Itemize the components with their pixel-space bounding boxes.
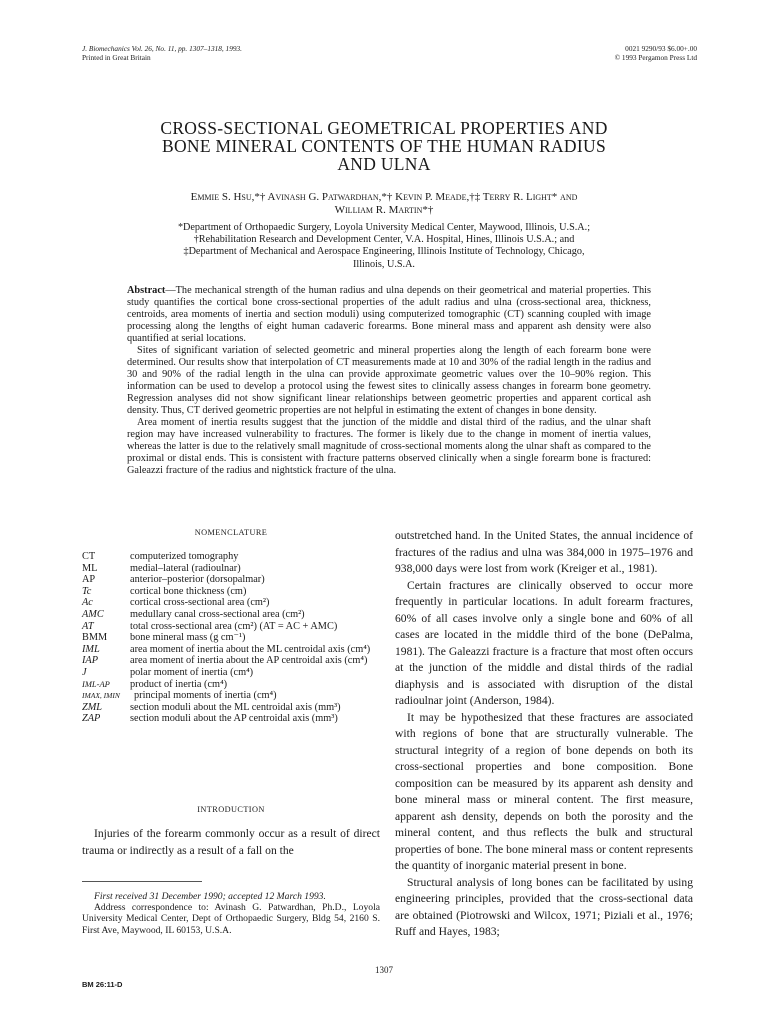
definition: area moment of inertia about the AP centroidal axis (cm⁴) (130, 655, 368, 667)
correspondence-address: Address correspondence to: Avinash G. Patwardhan, Ph.D., Loyola University Medical Center, Dept of Orthopaedic Surgery, Bldg 54, 2160 S. First Ave, Maywood, IL 60153, U.S.A. (82, 902, 380, 936)
definition: bone mineral mass (g cm⁻¹) (130, 632, 246, 644)
symbol: Ac (82, 597, 93, 609)
definition: polar moment of inertia (cm⁴) (130, 666, 254, 678)
nomenclature-row (82, 551, 380, 563)
copyright: © 1993 Pergamon Press Ltd (614, 53, 697, 62)
definition: section moduli about the AP centroidal axis (mm³) (130, 713, 338, 725)
nomenclature-row (82, 621, 380, 633)
received-dates: First received 31 December 1990; accepted 12 March 1993. (94, 891, 326, 902)
footnote-rule (82, 881, 202, 882)
definition: principal moments of inertia (cm⁴) (134, 690, 277, 702)
symbol: AT (82, 620, 94, 632)
issn-block (560, 44, 697, 62)
nomenclature-row (82, 597, 380, 609)
symbol: IMAX, IMIN (82, 691, 120, 701)
definition: anterior–posterior (dorsopalmar) (130, 574, 265, 586)
intro-right-p2: Certain fractures are clinically observed to occur more frequently in particular locations. In adult forearm fractures, 60% of all cases involve only a single bone and 60% of all cases are located in the middle third of the bone (DePalma, 1981). The Galeazzi fracture is a fracture that most often occurs at the junction of the middle and distal thirds of the radial diaphysis and is associated with disruption of the distal radioulnar joint (Anderson, 1984). (395, 578, 693, 707)
nomenclature-row (82, 713, 380, 725)
abstract-p3: Area moment of inertia results suggest that the junction of the middle and distal third of the radius, and the ulnar shaft region may have increased vulnerability to fractures. The former is likely due to the change in moment of inertia values, whereas the latter is due to the relatively small magnitude of cross-sectional moments along the ulnar shaft as compared to the proximal or distal ends. This is consistent with fracture patterns observed clinically when a single forearm bone is fractured: Galeazzi fracture of the radius and nightstick fracture of the ulna. (127, 417, 651, 476)
definition: cortical cross-sectional area (cm²) (130, 597, 270, 609)
nomenclature-row (82, 690, 380, 702)
symbol: IML-AP (82, 678, 110, 689)
introduction-left (82, 826, 380, 859)
abstract-p2: Sites of significant variation of selected geometric and mineral properties along the length of each forearm bone were determined. Our results show that interpolation of CT measurements made at 10 and 30% of the radial length in the radius and 30 and 90% of the radial length in the ulna can provide approximate geometric values over the 10–90% region. This information can be used to develop a protocol using the fewest sites to clinically assess changes in forearm bone geometry. Regression analyses did not show significant linear relationships between geometric properties and apparent cortical ash density. Thus, CT derived geometric properties are not helpful in estimating the extent of changes in bone density. (127, 345, 651, 416)
symbol: ZML (82, 701, 103, 713)
nomenclature-heading: NOMENCLATURE (194, 528, 268, 537)
symbol: IML (82, 643, 100, 655)
definition: computerized tomography (130, 551, 239, 562)
nomenclature-row (82, 632, 380, 644)
footnote (82, 891, 380, 936)
issn: 0021 9290/93 $6.00+.00 (625, 44, 697, 53)
definition: medullary canal cross-sectional area (cm²) (130, 608, 305, 620)
nomenclature-row (82, 679, 380, 691)
affiliations (0, 222, 768, 271)
journal-code: BM 26:11-D (82, 980, 123, 989)
affiliation: ‡Department of Mechanical and Aerospace Engineering, Illinois Institute of Technology, Chicago, (183, 246, 585, 258)
printed-in: Printed in Great Britain (82, 53, 151, 62)
definition: medial–lateral (radioulnar) (130, 562, 241, 574)
title-line: CROSS-SECTIONAL GEOMETRICAL PROPERTIES AND (160, 118, 608, 138)
symbol: J (82, 666, 87, 678)
definition: product of inertia (cm⁴) (130, 678, 228, 690)
nomenclature-row (82, 667, 380, 679)
symbol: Tc (82, 585, 92, 597)
authors-line: William R. Martin*† (334, 204, 434, 216)
journal-citation (82, 44, 242, 62)
page-number: 1307 (375, 965, 393, 975)
definition: cortical bone thickness (cm) (130, 585, 247, 597)
symbol: ML (82, 562, 98, 574)
intro-right-p3: It may be hypothesized that these fractures are associated with regions of bone that are structurally vulnerable. The structural integrity of a region of bone depends on both its cross-sectional properties and bone composition. Bone composition can be measured by its apparent ash density and bone mineral mass or mineral content. The first measure, apparent ash density, depends on both the porosity and the mineral content, and thus reflects the bulk and structural properties of bone. The bone mineral mass or content represents the quantity of inorganic material present in bone. (395, 710, 693, 872)
introduction-heading: INTRODUCTION (197, 805, 265, 814)
nomenclature-row (82, 655, 380, 667)
nomenclature-row (82, 609, 380, 621)
affiliation: Illinois, U.S.A. (353, 258, 415, 270)
symbol: ZAP (82, 713, 101, 725)
definition: total cross-sectional area (cm²) (AT = AC + AMC) (130, 620, 338, 632)
symbol: CT (82, 551, 96, 562)
journal-name: J. Biomechanics Vol. 26, No. 11, pp. 1307–1318, 1993. (82, 44, 242, 53)
symbol: AMC (82, 608, 104, 620)
symbol: BMM (82, 632, 108, 644)
symbol: AP (82, 574, 96, 586)
intro-right-p1: outstretched hand. In the United States, the annual incidence of fractures of the radius and ulna was 384,000 in 1975–1976 and 938,000 days were lost from work (Kreiger et al., 1981). (395, 529, 693, 575)
introduction-right (395, 528, 693, 941)
symbol: IAP (82, 655, 99, 667)
affiliation: *Department of Orthopaedic Surgery, Loyola University Medical Center, Maywood, Illinois, U.S.A.; (177, 222, 591, 233)
abstract-label: Abstract (127, 285, 166, 296)
definition: area moment of inertia about the ML centroidal axis (cm⁴) (130, 643, 371, 655)
affiliation: †Rehabilitation Research and Development Center, V.A. Hospital, Hines, Illinois U.S.A.; and (193, 234, 575, 246)
nomenclature-row (82, 702, 380, 714)
intro-left-text: Injuries of the forearm commonly occur as a result of direct trauma or indirectly as a result of a fall on the (82, 827, 380, 857)
paper-title (0, 119, 768, 173)
title-line: AND ULNA (337, 154, 431, 174)
definition: section moduli about the ML centroidal axis (mm³) (130, 701, 341, 713)
nomenclature-row (82, 563, 380, 575)
nomenclature-list (82, 551, 380, 725)
nomenclature-row (82, 574, 380, 586)
abstract-p1: Abstract—The mechanical strength of the human radius and ulna depends on their geometrical and material properties. This study quantifies the cortical bone cross-sectional properties of the adult radius and ulna (cross-sectional area, thickness, centroids, area moments of inertia and section moduli) using computerized tomographic (CT) scanning coupled with image processing along the lengths of eight human cadaveric forearms. Bone mineral mass and apparent ash density were also quantified at serial locations. (127, 285, 651, 344)
abstract (127, 285, 651, 477)
authors (0, 191, 768, 217)
nomenclature-row (82, 586, 380, 598)
nomenclature-row (82, 644, 380, 656)
authors-line: Emmie S. Hsu,*† Avinash G. Patwardhan,*† Kevin P. Meade,†‡ Terry R. Light* and (190, 191, 578, 203)
intro-right-p4: Structural analysis of long bones can be facilitated by using engineering principles, provided that the cross-sectional data are obtained (Piotrowski and Wilcox, 1971; Piziali et al., 1976; Ruff and Hayes, 1983; (395, 875, 693, 938)
title-line: BONE MINERAL CONTENTS OF THE HUMAN RADIUS (162, 136, 606, 156)
